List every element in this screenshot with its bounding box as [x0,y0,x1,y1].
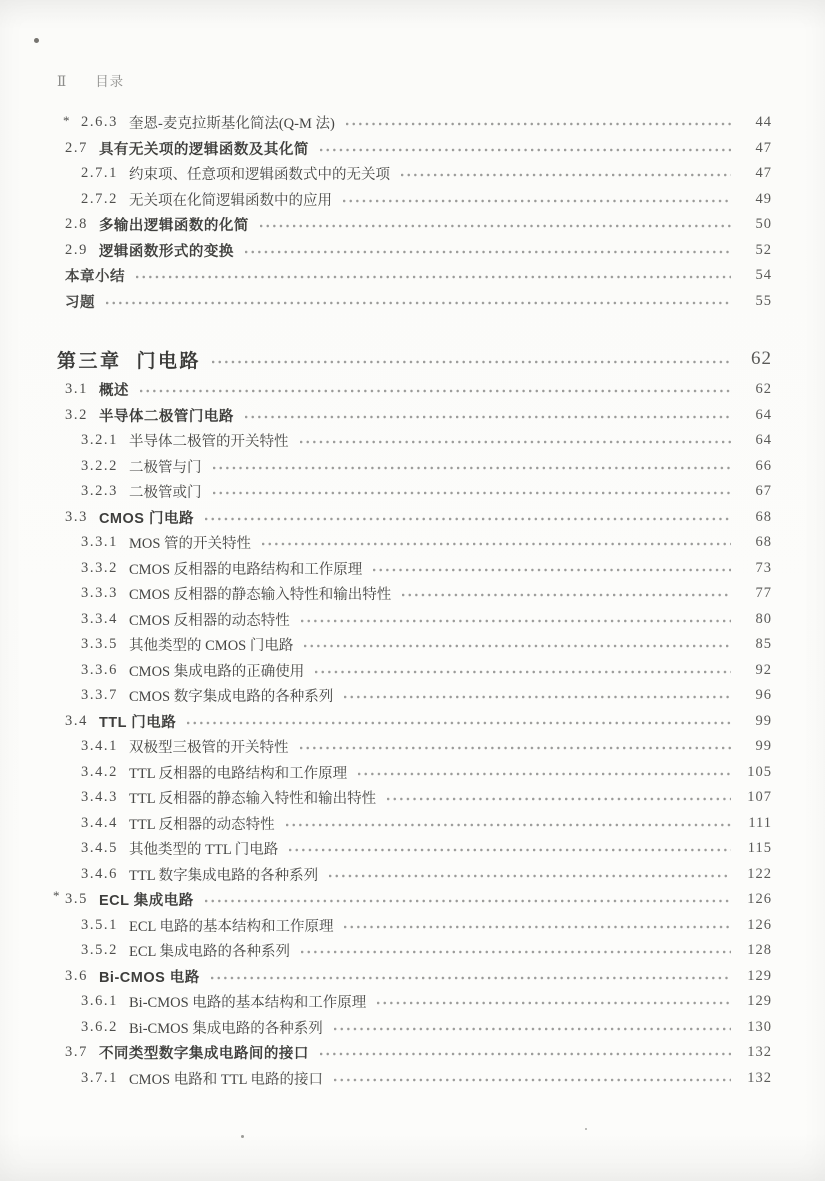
toc-entry [57,1040,772,1066]
entry-title: 双极型三极管的开关特性 [129,740,289,757]
entry-page-number: 99 [755,738,772,755]
entry-title: TTL 数字集成电路的各种系列 [129,867,319,884]
entry-page-number: 130 [747,1018,772,1035]
toc-entry [57,479,772,505]
entry-title: 不同类型数字集成电路间的接口 [98,1046,309,1063]
entry-title: 半导体二极管的开关特性 [129,434,289,451]
dotted-leader [262,540,731,548]
toc-entry [57,341,772,377]
toc-entry [57,161,772,187]
entry-page-number: 80 [755,610,772,627]
toc-entry [57,263,772,289]
header-title: 目录 [95,74,125,89]
entry-number: 3.2 [65,406,88,423]
entry-number: 3.4.4 [81,814,118,831]
dotted-leader [401,171,731,179]
scan-speck [585,1128,587,1130]
entry-page-number: 132 [747,1069,772,1086]
dotted-leader [320,146,731,154]
star-marker: * [63,113,70,128]
page-number-roman: Ⅱ [57,74,68,89]
entry-page-number: 67 [755,483,772,500]
toc-entry [57,238,772,264]
entry-page-number: 52 [755,241,772,258]
dotted-leader [315,668,731,676]
entry-title: TTL 反相器的静态输入特性和输出特性 [129,791,377,808]
entry-title: 二极管或门 [129,485,202,502]
entry-page-number: 99 [755,712,772,729]
entry-title: Bi-CMOS 电路的基本结构和工作原理 [129,995,367,1012]
entry-page-number: 85 [755,636,772,653]
toc-entry [57,289,772,315]
entry-page-number: 62 [755,381,772,398]
scan-speck [34,38,39,43]
toc-entry [57,607,772,633]
dotted-leader [205,897,731,905]
entry-title: CMOS 反相器的电路结构和工作原理 [129,561,363,578]
entry-title: ECL 集成电路 [98,893,194,910]
entry-title: 具有无关项的逻辑函数及其化简 [98,141,309,158]
entry-number: 2.7.2 [81,190,118,207]
entry-number: 2.8 [65,216,88,233]
entry-number: 3.3.5 [81,636,118,653]
entry-number: 3.3.4 [81,610,118,627]
entry-number: 3.5 [65,891,88,908]
dotted-leader [211,974,731,982]
dotted-leader [140,387,731,395]
entry-page-number: 96 [755,687,772,704]
entry-page-number: 77 [755,585,772,602]
entry-number: 3.3.6 [81,661,118,678]
toc-entry [57,505,772,531]
entry-number: 3.2.3 [81,483,118,500]
entry-page-number: 55 [755,292,772,309]
entry-page-number: 132 [747,1044,772,1061]
toc-entry [57,530,772,556]
entry-title: Bi-CMOS 集成电路的各种系列 [129,1020,323,1037]
entry-page-number: 66 [755,457,772,474]
dotted-leader [344,923,731,931]
toc-entry [57,658,772,684]
entry-page-number: 92 [755,661,772,678]
entry-title: 半导体二极管门电路 [98,408,234,425]
entry-page-number: 47 [755,139,772,156]
entry-page-number: 115 [747,840,772,857]
dotted-leader [344,693,731,701]
entry-title: 逻辑函数形式的变换 [98,243,234,260]
dotted-leader [329,872,731,880]
entry-title: 多输出逻辑函数的化简 [98,218,249,235]
dotted-leader [334,1025,731,1033]
entry-title: 本章小结 [65,269,125,286]
entry-page-number: 105 [747,763,772,780]
entry-title: Bi-CMOS 电路 [98,969,200,986]
entry-number: 3.6.1 [81,993,118,1010]
entry-title: MOS 管的开关特性 [129,536,252,553]
entry-title: TTL 反相器的电路结构和工作原理 [129,765,348,782]
dotted-leader [301,948,731,956]
dotted-leader [320,1050,731,1058]
toc-entry [57,964,772,990]
toc-entry [57,403,772,429]
dotted-leader [213,489,732,497]
entry-title: 奎恩-麦克拉斯基化简法(Q-M 法) [129,116,335,133]
entry-page-number: 50 [755,216,772,233]
toc-list [53,110,772,1091]
entry-number: 3.3.1 [81,534,118,551]
entry-page-number: 126 [747,916,772,933]
toc-entry [57,110,772,136]
entry-title: CMOS 反相器的动态特性 [129,612,290,629]
dotted-leader [387,795,731,803]
entry-title: 二极管与门 [129,459,202,476]
toc-entry [57,862,772,888]
dotted-leader [136,273,731,281]
entry-number: 3.5.2 [81,942,118,959]
dotted-leader [213,464,732,472]
dotted-leader [245,413,731,421]
entry-title: 门电路 [136,350,202,372]
toc-entry [57,683,772,709]
dotted-leader [212,358,731,366]
dotted-leader [301,617,731,625]
entry-number: 3.3.2 [81,559,118,576]
dotted-leader [187,719,731,727]
toc-entry [57,556,772,582]
dotted-leader [343,197,731,205]
entry-page-number: 49 [755,190,772,207]
entry-page-number: 126 [747,891,772,908]
entry-page-number: 44 [755,114,772,131]
dotted-leader [373,566,731,574]
entry-title: CMOS 数字集成电路的各种系列 [129,689,334,706]
entry-page-number: 64 [755,406,772,423]
entry-number: 2.9 [65,241,88,258]
toc-entry [57,989,772,1015]
entry-page-number: 68 [755,508,772,525]
entry-title: 其他类型的 TTL 门电路 [129,842,279,859]
entry-title: CMOS 集成电路的正确使用 [129,663,305,680]
entry-page-number: 73 [755,559,772,576]
entry-title: 无关项在化简逻辑函数中的应用 [129,192,332,209]
toc-entry [57,1066,772,1092]
entry-number: 3.3.3 [81,585,118,602]
dotted-leader [334,1076,731,1084]
toc-entry [57,136,772,162]
entry-number: 3.4.2 [81,763,118,780]
page-header [57,70,772,89]
entry-title: CMOS 门电路 [98,510,194,527]
entry-number: 2.7.1 [81,165,118,182]
toc-entry [57,811,772,837]
dotted-leader [358,770,731,778]
entry-number: 3.7 [65,1044,88,1061]
toc-entry [53,887,772,913]
dotted-leader [106,299,731,307]
entry-title: CMOS 电路和 TTL 电路的接口 [129,1071,324,1088]
toc-entry [57,1015,772,1041]
toc-entry [57,785,772,811]
toc-entry [57,913,772,939]
entry-number: 3.6 [65,967,88,984]
entry-page-number: 122 [747,865,772,882]
toc-entry [57,938,772,964]
dotted-leader [289,846,731,854]
dotted-leader [300,744,732,752]
dotted-leader [346,120,731,128]
scan-speck [241,1135,244,1138]
dotted-leader [205,515,731,523]
entry-page-number: 47 [755,165,772,182]
entry-title: CMOS 反相器的静态输入特性和输出特性 [129,587,392,604]
entry-number: 3.3 [65,508,88,525]
toc-entry [57,734,772,760]
dotted-leader [245,248,731,256]
entry-page-number: 129 [747,967,772,984]
entry-page-number: 62 [751,348,772,369]
entry-page-number: 128 [747,942,772,959]
entry-number: 3.1 [65,381,88,398]
entry-title: 习题 [65,294,95,311]
toc-entry [57,760,772,786]
dotted-leader [377,999,731,1007]
entry-title: ECL 电路的基本结构和工作原理 [129,918,334,935]
entry-number: 3.4.6 [81,865,118,882]
toc-entry [57,454,772,480]
entry-number: 3.2.1 [81,432,118,449]
entry-title: TTL 门电路 [98,714,177,731]
entry-title: 其他类型的 CMOS 门电路 [129,638,294,655]
entry-number: 3.5.1 [81,916,118,933]
entry-page-number: 68 [755,534,772,551]
toc-entry [57,212,772,238]
dotted-leader [300,438,732,446]
toc-entry [57,709,772,735]
entry-title: TTL 反相器的动态特性 [129,816,275,833]
toc-entry [57,581,772,607]
entry-title: 概述 [98,383,129,400]
entry-page-number: 64 [755,432,772,449]
entry-page-number: 111 [748,814,772,831]
entry-number: 3.3.7 [81,687,118,704]
entry-number: 第三章 [57,350,122,372]
entry-number: 3.4.3 [81,789,118,806]
dotted-leader [260,222,731,230]
toc-entry [57,377,772,403]
toc-entry [57,836,772,862]
entry-number: 2.6.3 [81,114,118,131]
entry-number: 3.7.1 [81,1069,118,1086]
entry-title: ECL 集成电路的各种系列 [129,944,290,961]
entry-number: 3.4.5 [81,840,118,857]
entry-number: 3.4 [65,712,88,729]
entry-page-number: 107 [747,789,772,806]
star-marker: * [53,888,60,903]
entry-page-number: 129 [747,993,772,1010]
toc-entry [57,428,772,454]
entry-page-number: 54 [755,267,772,284]
dotted-leader [304,642,731,650]
entry-number: 3.4.1 [81,738,118,755]
dotted-leader [402,591,731,599]
entry-title: 约束项、任意项和逻辑函数式中的无关项 [129,167,390,184]
entry-number: 3.6.2 [81,1018,118,1035]
toc-entry [57,187,772,213]
dotted-leader [286,821,731,829]
entry-number: 3.2.2 [81,457,118,474]
toc-entry [57,632,772,658]
entry-number: 2.7 [65,139,88,156]
